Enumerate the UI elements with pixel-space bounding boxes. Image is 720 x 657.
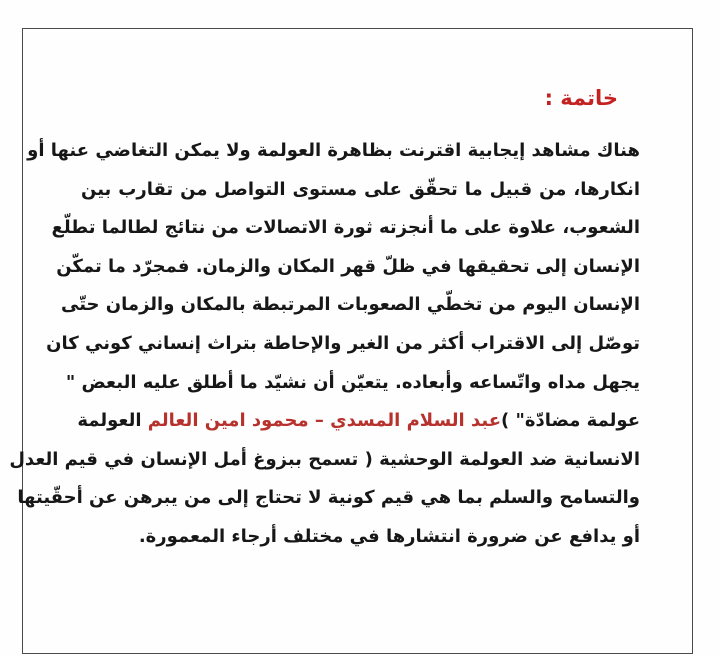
text-segment: الانسانية ضد العولمة الوحشية [372, 448, 640, 470]
paragraph-line [77, 402, 640, 441]
paragraph-line [61, 286, 640, 325]
text-segment: عولمة مضادّة" [509, 410, 640, 432]
paragraph-line [56, 248, 640, 287]
text-segment: أو يدافع عن ضرورة انتشارها في مختلف أرجاء المعمورة. [138, 525, 640, 547]
paragraph-line [27, 132, 640, 171]
text-segment: والتسامح والسلم بما هي قيم كونية لا تحتاج إلى من يبرهن عن أحقّيتها [17, 487, 640, 509]
body-paragraph [9, 132, 640, 557]
text-segment: يجهل مداه واتّساعه وأبعاده. يتعيّن أن نشيّد ما أطلق عليه البعض " [65, 371, 640, 393]
section-heading: خاتمة : [544, 86, 618, 110]
text-segment: انكارها، من قبيل ما تحقّق على مستوى التواصل من تقارب بين [81, 178, 640, 200]
text-segment: ) [364, 448, 373, 470]
text-segment: الشعوب، علاوة على ما أنجزته ثورة الاتصالات من نتائج لطالما تطلّع [51, 217, 640, 239]
text-segment: ( [501, 410, 510, 432]
red-inline-text: عبد السلام المسدي – محمود امين العالم [147, 410, 502, 432]
paragraph-line [81, 518, 640, 557]
page-border-frame [9, 28, 693, 654]
paragraph-line [51, 209, 640, 248]
paragraph-line [9, 441, 640, 480]
paragraph-line [17, 479, 640, 518]
paragraph-line [65, 364, 640, 403]
text-segment: توصّل إلى الاقتراب أكثر من الغير والإحاطة بتراث إنساني كوني كان [46, 332, 640, 354]
text-segment: الإنسان إلى تحقيقها في ظلّ قهر المكان والزمان. فمجرّد ما تمكّن [56, 255, 640, 277]
paragraph-line [81, 171, 640, 210]
text-segment: العولمة [77, 410, 148, 432]
text-segment: الإنسان اليوم من تخطّي الصعوبات المرتبطة بالمكان والزمان حتّى [61, 294, 640, 316]
text-segment: تسمح ببزوغ أمل الإنسان في قيم العدل [9, 448, 365, 470]
text-segment: هناك مشاهد إيجابية اقترنت بظاهرة العولمة ولا يمكن التغاضي عنها أو [27, 140, 640, 161]
paragraph-line [46, 325, 640, 364]
